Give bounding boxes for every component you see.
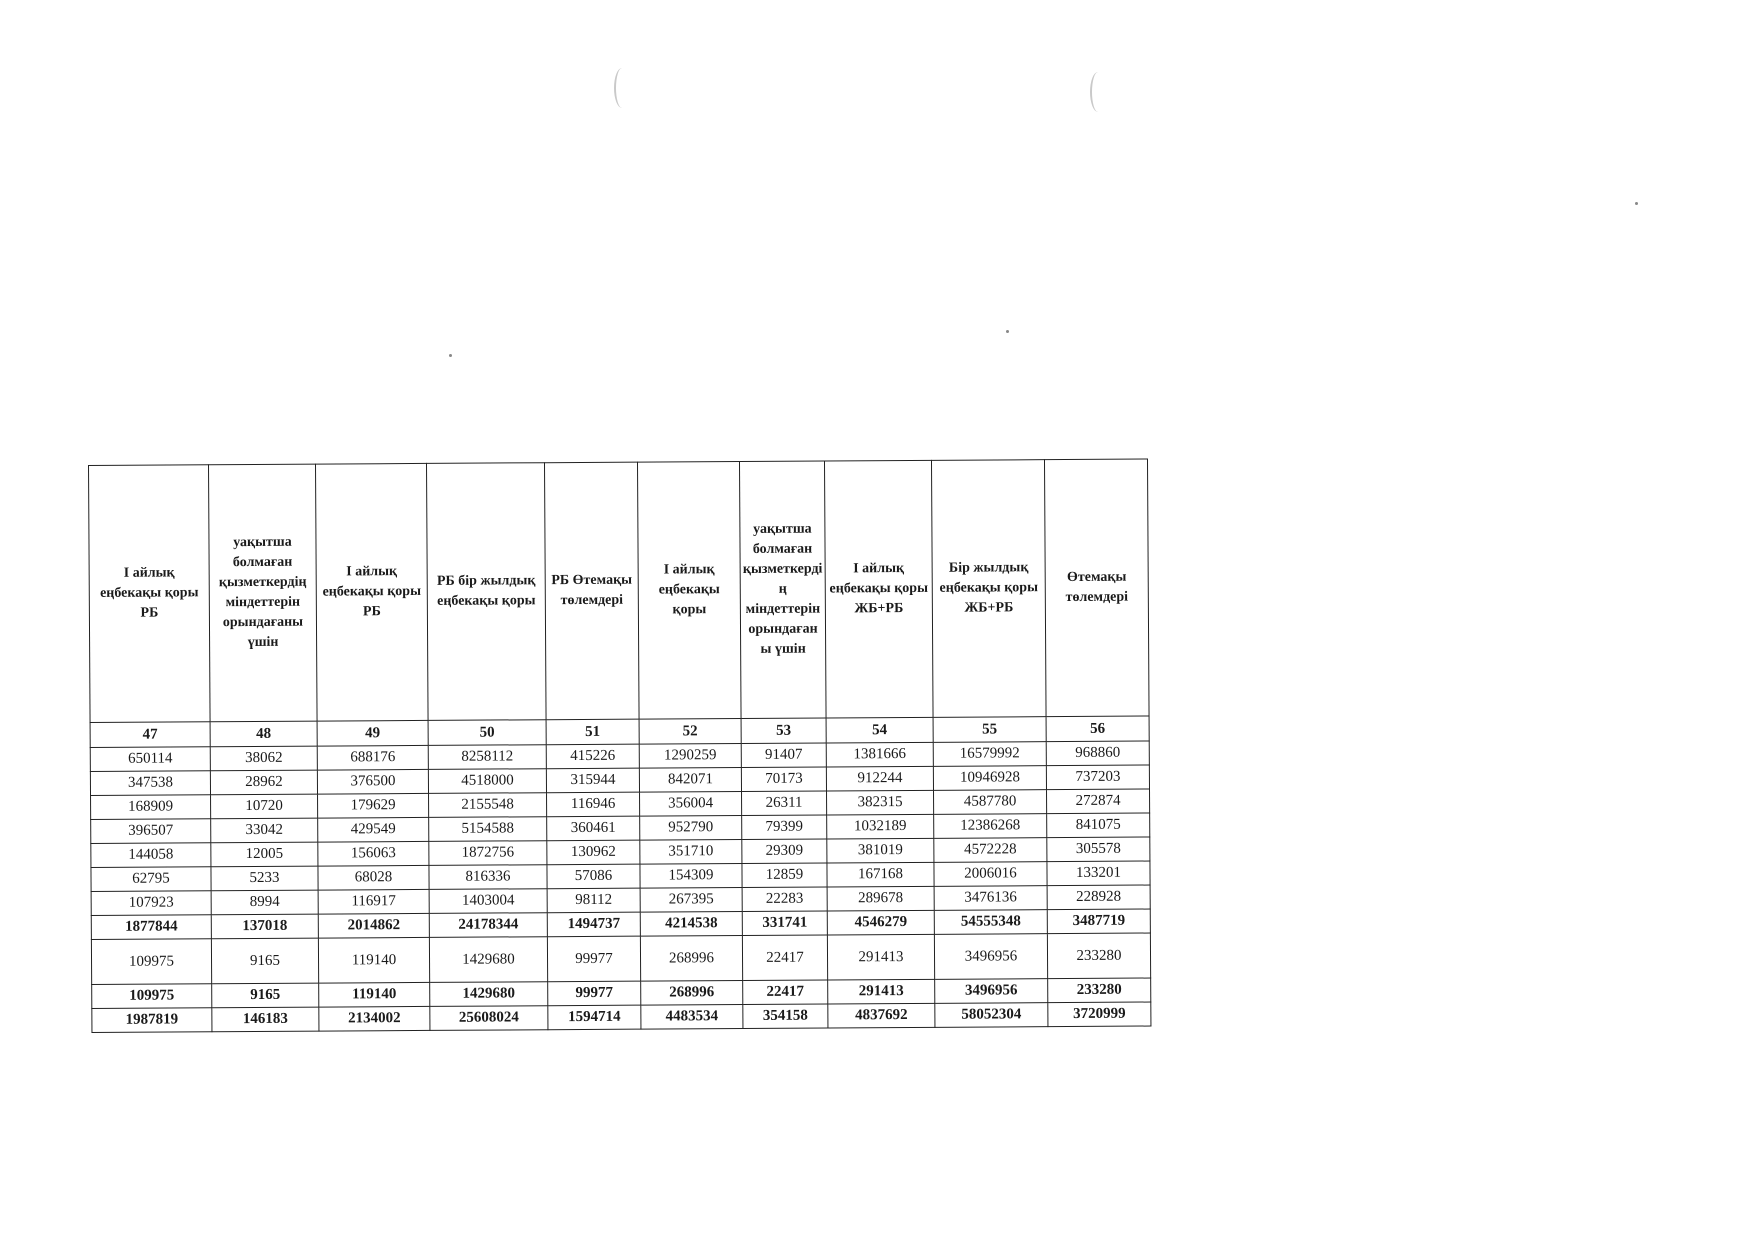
table-cell: 29309 [742, 839, 827, 864]
table-cell: 841075 [1047, 813, 1150, 838]
column-number: 55 [933, 717, 1046, 743]
table-cell: 107923 [91, 891, 211, 916]
table-cell: 62795 [91, 867, 211, 892]
table-cell: 130962 [547, 840, 640, 865]
scan-artifact-bracket-left [614, 68, 630, 108]
table-cell: 233280 [1047, 933, 1150, 979]
table-cell: 8994 [211, 890, 318, 915]
table-cell: 9165 [212, 983, 319, 1008]
table-cell: 119140 [319, 982, 430, 1007]
table-cell: 267395 [640, 888, 742, 913]
table-cell: 146183 [212, 1007, 319, 1032]
table-cell: 167168 [827, 862, 934, 887]
table-cell: 28962 [210, 770, 317, 795]
table-cell: 347538 [90, 771, 210, 796]
table-cell: 1429680 [429, 937, 547, 983]
table-cell: 381019 [827, 838, 934, 863]
table-cell: 156063 [318, 841, 429, 866]
header-cell: уақытша болмаған қызметкердің міндеттерін орындағаны үшін [209, 464, 318, 722]
table-cell: 3496956 [934, 934, 1047, 980]
table-cell: 79399 [742, 815, 827, 840]
table-cell: 12386268 [934, 814, 1047, 839]
table-cell: 12005 [211, 842, 318, 867]
table-cell: 70173 [741, 767, 826, 792]
payroll-table [88, 459, 1151, 1033]
table-cell: 99977 [547, 936, 640, 982]
table-cell: 842071 [639, 768, 741, 793]
column-number: 52 [639, 719, 741, 745]
table-cell: 5233 [211, 866, 318, 891]
table-cell: 233280 [1048, 978, 1151, 1003]
table-cell: 2014862 [318, 913, 429, 938]
table-cell: 4572228 [934, 838, 1047, 863]
table-cell: 4214538 [640, 912, 742, 937]
column-number: 48 [210, 721, 317, 747]
table-cell: 3476136 [934, 886, 1047, 911]
column-number: 54 [826, 717, 933, 743]
table-cell: 396507 [91, 819, 211, 844]
table-cell: 22417 [743, 980, 828, 1005]
table-cell: 109975 [92, 984, 212, 1009]
table-cell: 91407 [741, 743, 826, 768]
table-cell: 68028 [318, 865, 429, 890]
table-cell: 1987819 [92, 1008, 212, 1033]
table-cell: 38062 [210, 746, 317, 771]
table-cell: 99977 [548, 981, 641, 1006]
table-cell: 10946928 [933, 766, 1046, 791]
table-cell: 354158 [743, 1004, 828, 1029]
table-cell: 912244 [826, 766, 933, 791]
column-number: 47 [90, 722, 210, 748]
table-cell: 26311 [742, 791, 827, 816]
table-cell: 415226 [546, 744, 639, 769]
table-cell: 116917 [318, 889, 429, 914]
table-cell: 356004 [640, 792, 742, 817]
table-cell: 1872756 [429, 841, 547, 866]
table-cell: 168909 [91, 795, 211, 820]
table-cell: 16579992 [933, 742, 1046, 767]
column-number: 49 [317, 720, 428, 746]
table-cell: 119140 [318, 937, 429, 983]
table-cell: 305578 [1047, 837, 1150, 862]
table-cell: 289678 [827, 886, 934, 911]
table-cell: 8258112 [428, 745, 546, 770]
table-cell: 351710 [640, 840, 742, 865]
table-cell: 272874 [1047, 789, 1150, 814]
table-cell: 2155548 [429, 793, 547, 818]
table-cell: 2134002 [319, 1006, 430, 1031]
table-row [91, 933, 1150, 984]
table-cell: 9165 [211, 938, 318, 984]
table-cell: 5154588 [429, 817, 547, 842]
table-cell: 688176 [317, 745, 428, 770]
table-cell: 3720999 [1048, 1002, 1151, 1027]
table-cell: 12859 [742, 863, 827, 888]
table-cell: 952790 [640, 816, 742, 841]
table-cell: 1494737 [547, 912, 640, 937]
table-cell: 10720 [211, 794, 318, 819]
table-cell: 3487719 [1047, 909, 1150, 934]
table-cell: 228928 [1047, 885, 1150, 910]
header-cell: I айлық еңбекақы қоры РБ [89, 465, 211, 723]
table-cell: 4837692 [828, 1003, 935, 1028]
table-cell: 109975 [91, 939, 211, 985]
table-cell: 98112 [547, 888, 640, 913]
header-cell: Өтемақы төлемдері [1044, 459, 1149, 717]
scan-speck [449, 354, 452, 357]
header-cell: РБ бір жылдық еңбекақы қоры [426, 463, 546, 721]
table-cell: 650114 [90, 747, 210, 772]
table-cell: 144058 [91, 843, 211, 868]
table-cell: 25608024 [430, 1006, 548, 1031]
table-cell: 4546279 [827, 910, 934, 935]
table-cell: 331741 [742, 911, 827, 936]
table-cell: 268996 [640, 936, 742, 982]
table-cell: 376500 [317, 769, 428, 794]
table-cell: 58052304 [935, 1003, 1048, 1028]
column-number: 53 [741, 718, 826, 744]
table-cell: 1290259 [639, 744, 741, 769]
table-cell: 1429680 [430, 982, 548, 1007]
header-cell: I айлық еңбекақы қоры ЖБ+РБ [824, 460, 933, 718]
table-cell: 1381666 [826, 742, 933, 767]
table-cell: 360461 [547, 816, 640, 841]
table-cell: 22283 [742, 887, 827, 912]
table-cell: 429549 [318, 817, 429, 842]
column-number: 50 [428, 720, 546, 746]
header-cell: РБ Өтемақы төлемдері [544, 462, 639, 720]
table-cell: 1594714 [548, 1005, 641, 1030]
scan-artifact-bracket-right [1090, 72, 1106, 112]
table-cell: 4518000 [428, 769, 546, 794]
header-cell: I айлық еңбекақы қоры [637, 462, 741, 720]
table-cell: 2006016 [934, 862, 1047, 887]
table-cell: 1877844 [91, 915, 211, 940]
scan-speck [1635, 202, 1638, 205]
table-cell: 22417 [742, 935, 827, 981]
table-cell: 268996 [641, 981, 743, 1006]
table-cell: 3496956 [935, 979, 1048, 1004]
table-cell: 1403004 [429, 889, 547, 914]
table-cell: 4587780 [934, 790, 1047, 815]
header-cell: Бір жылдық еңбекақы қоры ЖБ+РБ [931, 460, 1046, 718]
table-cell: 154309 [640, 864, 742, 889]
header-cell: I айлық еңбекақы қоры РБ [315, 463, 428, 721]
scan-speck [1006, 330, 1009, 333]
header-cell: уақытша болмаған қызметкердің міндеттерін орындағаны үшін [739, 461, 826, 719]
table-cell: 737203 [1046, 765, 1149, 790]
table-cell: 315944 [546, 768, 639, 793]
header-row [89, 459, 1150, 722]
table-cell: 382315 [827, 790, 934, 815]
table-cell: 291413 [827, 934, 934, 980]
table-cell: 24178344 [429, 913, 547, 938]
table-cell: 816336 [429, 865, 547, 890]
table-cell: 33042 [211, 818, 318, 843]
table-cell: 137018 [211, 914, 318, 939]
column-number: 56 [1046, 716, 1149, 742]
table-cell: 133201 [1047, 861, 1150, 886]
column-number: 51 [546, 719, 639, 745]
table-cell: 968860 [1046, 741, 1149, 766]
table-cell: 4483534 [641, 1005, 743, 1030]
table-cell: 54555348 [934, 910, 1047, 935]
table-cell: 179629 [318, 793, 429, 818]
table-cell: 291413 [828, 979, 935, 1004]
table-cell: 1032189 [827, 814, 934, 839]
table-cell: 116946 [547, 792, 640, 817]
table-cell: 57086 [547, 864, 640, 889]
